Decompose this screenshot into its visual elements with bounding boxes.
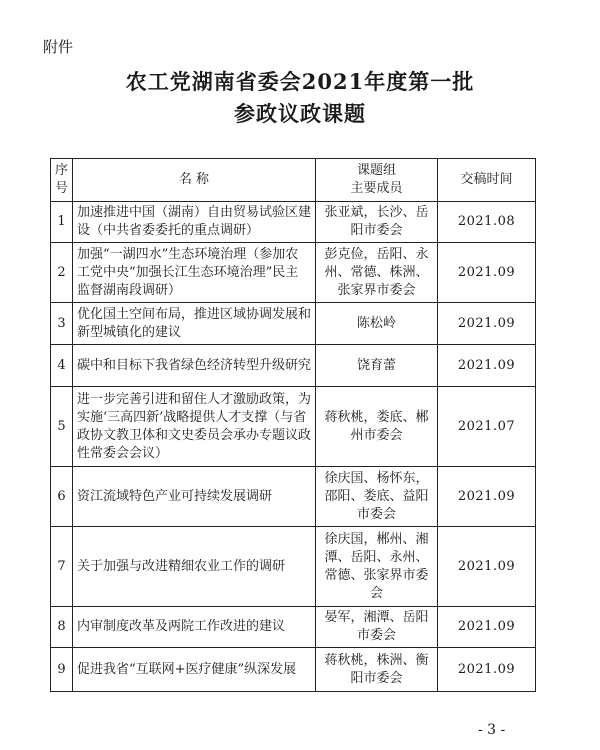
- row-members: 彭克俭，岳阳、永州、常德、株洲、张家界市委会: [316, 243, 438, 303]
- row-date: 2021.09: [438, 607, 536, 648]
- row-date: 2021.08: [438, 202, 536, 243]
- table-row: [51, 387, 536, 467]
- attachment-label: 附件: [43, 38, 74, 56]
- table-row: [51, 467, 536, 527]
- row-index: 6: [51, 467, 73, 527]
- row-index: 2: [51, 243, 73, 303]
- table-row: [51, 648, 536, 692]
- row-date: 2021.09: [438, 648, 536, 692]
- topics-table: [50, 158, 536, 692]
- table-row: [51, 607, 536, 648]
- row-date: 2021.09: [438, 243, 536, 303]
- row-date: 2021.09: [438, 467, 536, 527]
- row-name: 关于加强与改进精细农业工作的调研: [73, 527, 316, 607]
- row-index: 4: [51, 345, 73, 387]
- row-members: 蒋秋桃，株洲、衡阳市委会: [316, 648, 438, 692]
- row-index: 3: [51, 303, 73, 345]
- row-name: 内审制度改革及两院工作改进的建议: [73, 607, 316, 648]
- row-members: 张亚斌，长沙、岳阳市委会: [316, 202, 438, 243]
- table-row: [51, 345, 536, 387]
- header-members: [316, 159, 438, 202]
- row-date: 2021.09: [438, 345, 536, 387]
- header-members-line1: 课题组: [356, 163, 396, 178]
- table-row: [51, 243, 536, 303]
- row-date: 2021.07: [438, 387, 536, 467]
- table-row: [51, 303, 536, 345]
- row-index: 8: [51, 607, 73, 648]
- row-name: 碳中和目标下我省绿色经济转型升级研究: [73, 345, 316, 387]
- row-index: 9: [51, 648, 73, 692]
- row-name: 进一步完善引进和留住人才激励政策，为实施‘三高四新’战略提供人才支撑（与省政协文教卫体和文史委员会承办专题议政性常委会会议）: [73, 387, 316, 467]
- row-name: 加强“一湖四水”生态环境治理（参加农工党中央“加强长江生态环境治理”民主监督湖南段调研）: [73, 243, 316, 303]
- header-members-line2: 主要成员: [350, 181, 403, 196]
- page-number: - 3 -: [478, 722, 506, 738]
- document-subtitle: 参政议政课题: [234, 101, 366, 126]
- table-header-row: [51, 159, 536, 202]
- row-members: 徐庆国，郴州、湘潭、岳阳、永州、常德、张家界市委会: [316, 527, 438, 607]
- row-name: 优化国土空间布局，推进区域协调发展和新型城镇化的建议: [73, 303, 316, 345]
- row-date: 2021.09: [438, 303, 536, 345]
- header-name: 名 称: [73, 159, 316, 202]
- row-date: 2021.09: [438, 527, 536, 607]
- header-index: 序号: [51, 159, 73, 202]
- row-members: 蒋秋桃，娄底、郴州市委会: [316, 387, 438, 467]
- row-name: 加速推进中国（湖南）自由贸易试验区建设（中共省委委托的重点调研）: [73, 202, 316, 243]
- header-date: 交稿时间: [438, 159, 536, 202]
- row-members: 饶育蕾: [316, 345, 438, 387]
- row-index: 7: [51, 527, 73, 607]
- document-title: 农工党湖南省委会2021年度第一批: [125, 69, 475, 94]
- row-members: 晏军，湘潭、岳阳市委会: [316, 607, 438, 648]
- table-row: [51, 527, 536, 607]
- row-index: 5: [51, 387, 73, 467]
- row-members: 陈松岭: [316, 303, 438, 345]
- row-name: 促进我省“互联网+医疗健康”纵深发展: [73, 648, 316, 692]
- row-name: 资江流域特色产业可持续发展调研: [73, 467, 316, 527]
- row-members: 徐庆国、杨怀东，邵阳、娄底、益阳市委会: [316, 467, 438, 527]
- table-row: [51, 202, 536, 243]
- row-index: 1: [51, 202, 73, 243]
